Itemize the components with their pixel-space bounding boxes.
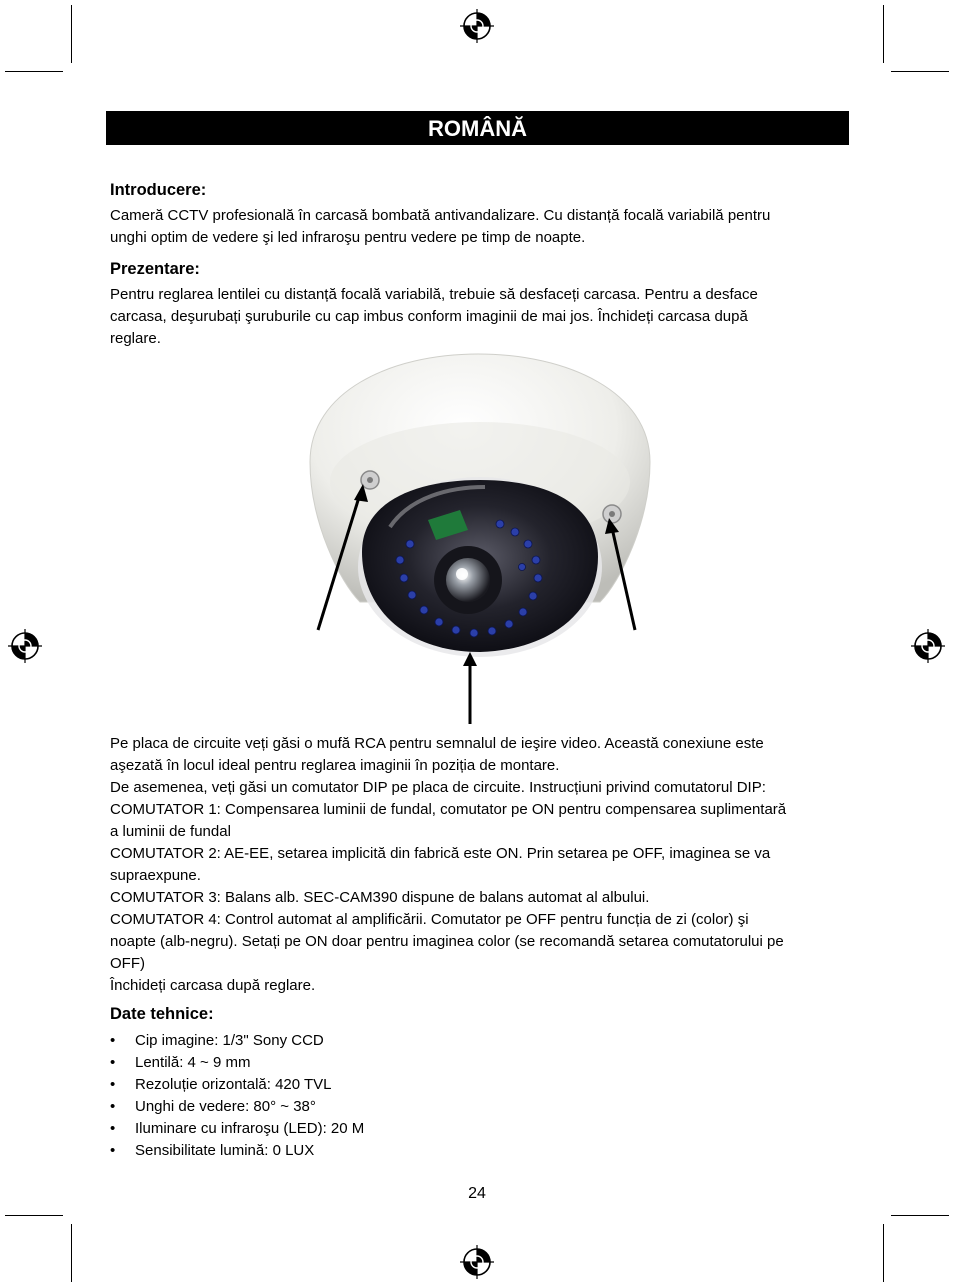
list-item — [110, 1118, 364, 1140]
crop-mark — [71, 1224, 72, 1282]
text-line: unghi optim de vedere şi led infraroşu pentru vedere pe timp de noapte. — [110, 229, 586, 246]
intro-paragraph — [110, 205, 850, 249]
bullet: • — [110, 1054, 116, 1071]
page-title: ROMÂNĂ — [106, 111, 849, 145]
spec-text: Unghi de vedere: 80° ~ 38° — [135, 1098, 316, 1115]
bullet: • — [110, 1142, 116, 1159]
text-line: COMUTATOR 4: Control automat al amplificării. Comutator pe OFF pentru funcția de zi (color) şi — [110, 911, 749, 928]
spec-text: Rezoluție orizontală: 420 TVL — [135, 1076, 332, 1093]
crop-mark — [891, 1215, 949, 1216]
text-line: COMUTATOR 1: Compensarea luminii de fundal, comutator pe ON pentru compensarea suplimentară — [110, 801, 787, 818]
text-line: noapte (alb-negru). Setați pe ON doar pentru imaginea color (se recomandă setarea comutatorului pe — [110, 933, 784, 950]
specs-list — [110, 1030, 364, 1162]
text-line: Cameră CCTV profesională în carcasă bombată antivandalizare. Cu distanță focală variabilă pentru — [110, 207, 771, 224]
list-item — [110, 1140, 364, 1162]
text-line: Pentru reglarea lentilei cu distanță focală variabilă, trebuie să desfaceți carcasa. Pentru a desface — [110, 286, 758, 303]
spec-text: Cip imagine: 1/3" Sony CCD — [135, 1032, 324, 1049]
bullet: • — [110, 1120, 116, 1137]
overview-heading: Prezentare: — [110, 260, 200, 278]
details-paragraph — [110, 733, 850, 997]
specs-heading: Date tehnice: — [110, 1005, 214, 1023]
list-item — [110, 1096, 364, 1118]
crop-mark — [883, 5, 884, 63]
text-line: OFF) — [110, 955, 145, 972]
text-line: De asemenea, veți găsi un comutator DIP pe placa de circuite. Instrucțiuni privind comutatorul DIP: — [110, 779, 766, 796]
intro-heading: Introducere: — [110, 181, 207, 199]
dome-camera-image — [300, 352, 660, 728]
spec-text: Lentilă: 4 ~ 9 mm — [135, 1054, 251, 1071]
text-line: supraexpune. — [110, 867, 201, 884]
list-item — [110, 1052, 364, 1074]
overview-paragraph — [110, 284, 850, 350]
text-line: aşezată în locul ideal pentru reglarea imaginii în poziția de montare. — [110, 757, 560, 774]
text-line: carcasa, deşurubați şuruburile cu cap imbus conform imaginii de mai jos. Închideți carcasa după — [110, 308, 748, 325]
text-line: Închideți carcasa după reglare. — [110, 977, 316, 994]
text-line: COMUTATOR 3: Balans alb. SEC-CAM390 dispune de balans automat al albului. — [110, 889, 650, 906]
page-number: 24 — [468, 1185, 486, 1202]
crop-mark — [5, 71, 63, 72]
spec-text: Sensibilitate lumină: 0 LUX — [135, 1142, 315, 1159]
registration-mark-icon — [460, 9, 494, 43]
text-line: a luminii de fundal — [110, 823, 231, 840]
list-item — [110, 1030, 364, 1052]
crop-mark — [883, 1224, 884, 1282]
registration-mark-icon — [8, 629, 42, 663]
bullet: • — [110, 1032, 116, 1049]
bullet: • — [110, 1076, 116, 1093]
text-line: Pe placa de circuite veți găsi o mufă RCA pentru semnalul de ieşire video. Această conexiune este — [110, 735, 764, 752]
crop-mark — [891, 71, 949, 72]
registration-mark-icon — [911, 629, 945, 663]
registration-mark-icon — [460, 1245, 494, 1279]
text-line: COMUTATOR 2: AE-EE, setarea implicită din fabrică este ON. Prin setarea pe OFF, imaginea se va — [110, 845, 771, 862]
crop-mark — [71, 5, 72, 63]
bullet: • — [110, 1098, 116, 1115]
list-item — [110, 1074, 364, 1096]
text-line: reglare. — [110, 330, 161, 347]
crop-mark — [5, 1215, 63, 1216]
spec-text: Iluminare cu infraroşu (LED): 20 M — [135, 1120, 365, 1137]
